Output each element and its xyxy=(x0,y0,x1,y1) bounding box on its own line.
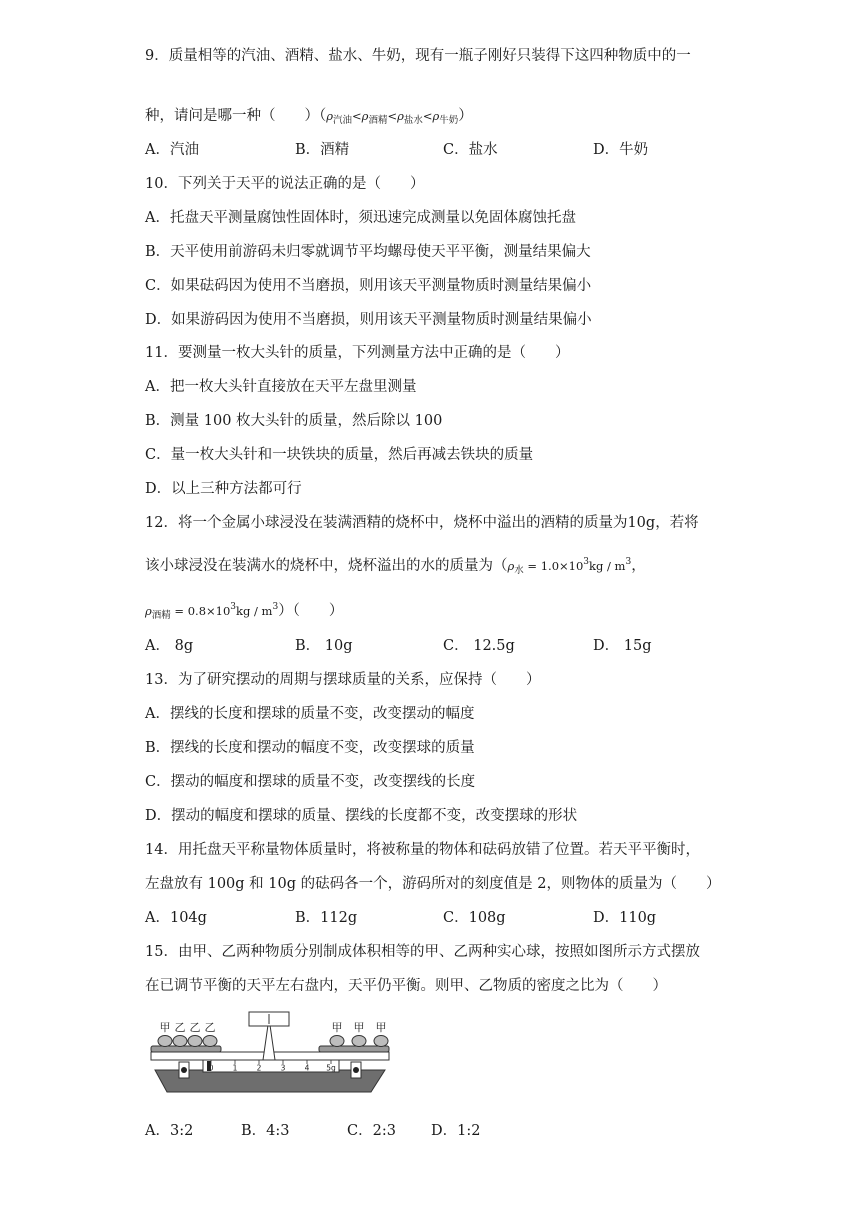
q9-stem-line2 xyxy=(145,106,473,131)
rho-symbol: ρ xyxy=(145,604,152,618)
q13-option-d: D．摆动的幅度和摆球的质量、摆线的长度都不变，改变摆球的形状 xyxy=(145,808,578,824)
option-value: 10g xyxy=(324,638,353,654)
q15-option-a: A．3:2 xyxy=(145,1123,194,1139)
q9-close-paren: ） xyxy=(458,108,473,124)
q13-option-a: A．摆线的长度和摆球的质量不变，改变摆动的幅度 xyxy=(145,706,475,722)
q14-stem-line2: 左盘放有 100g 和 10g 的砝码各一个，游码所对的刻度值是 2，则物体的质量为（ ） xyxy=(145,876,721,892)
exponent: 3 xyxy=(583,557,590,567)
left-ball-label: 乙 xyxy=(204,1021,216,1034)
q11-option-c: C．量一枚大头针和一块铁块的质量，然后再减去铁块的质量 xyxy=(145,447,534,463)
left-ball-label: 甲 xyxy=(159,1021,171,1034)
exponent: 3 xyxy=(230,602,237,612)
q9-option-c: C．盐水 xyxy=(443,142,498,158)
q14-option-b: B．112g xyxy=(295,910,358,926)
q11-option-d: D．以上三种方法都可行 xyxy=(145,481,302,497)
rho-symbol: ρ xyxy=(507,559,515,573)
q9-option-b: B．酒精 xyxy=(295,142,350,158)
scale-tick-label: 1 xyxy=(232,1063,238,1073)
q12-stem-line2 xyxy=(145,552,646,581)
rho-sub-gasoline: 汽油 xyxy=(333,115,353,126)
q12-water-density xyxy=(507,557,632,576)
q10-option-d: D．如果游码因为使用不当磨损，则用该天平测量物质时测量结果偏小 xyxy=(145,312,592,328)
q12-answer-paren: ）（ ） xyxy=(278,603,344,619)
q10-option-c: C．如果砝码因为使用不当磨损，则用该天平测量物质时测量结果偏小 xyxy=(145,278,592,294)
alcohol-density-value: = 0.8×10 xyxy=(170,604,231,618)
q12-line1-suffix: ，若将 xyxy=(655,515,699,531)
q10-stem: 10．下列关于天平的说法正确的是（ ） xyxy=(145,176,425,192)
q10-option-b: B．天平使用前游码未归零就调节平均螺母使天平平衡，测量结果偏大 xyxy=(145,244,591,260)
right-ball-label: 甲 xyxy=(353,1021,365,1034)
left-ball-label: 乙 xyxy=(189,1021,201,1034)
q12-option-b xyxy=(295,636,353,656)
water-density-value: = 1.0×10 xyxy=(523,559,584,573)
option-letter: B． xyxy=(295,638,321,654)
right-ball-label: 甲 xyxy=(331,1021,343,1034)
left-ball xyxy=(158,1036,172,1047)
scale-tick-label: 5g xyxy=(326,1063,336,1073)
q12-option-d xyxy=(593,636,651,656)
rho-symbol: ρ xyxy=(397,109,404,123)
left-ball xyxy=(203,1036,217,1047)
lt-sign: < xyxy=(422,109,433,123)
q14-option-d: D．110g xyxy=(593,910,657,926)
q12-mass-value: 10g xyxy=(627,515,656,531)
right-ball xyxy=(330,1036,344,1047)
rho-sub-alcohol: 酒精 xyxy=(151,610,171,621)
left-screw-knob xyxy=(181,1067,187,1073)
right-pan xyxy=(319,1046,389,1052)
scale-tick-label: 4 xyxy=(304,1063,310,1073)
q15-option-d: D．1:2 xyxy=(431,1123,481,1139)
option-letter: A． xyxy=(145,638,170,654)
q15-stem-line2: 在已调节平衡的天平左右盘内，天平仍平衡。则甲、乙物质的密度之比为（ ） xyxy=(145,978,667,994)
q12-option-a xyxy=(145,636,193,656)
option-letter: D． xyxy=(593,638,620,654)
q12-stem-line1 xyxy=(145,513,699,533)
q9-option-a: A．汽油 xyxy=(145,142,199,158)
rho-sub-alcohol: 酒精 xyxy=(368,115,388,126)
q9-stem-prefix: 种，请问是哪一种（ ）（ xyxy=(145,108,327,124)
q15-option-c: C．2:3 xyxy=(347,1123,396,1139)
rho-sub-water: 水 xyxy=(514,565,524,576)
density-unit: kg / m xyxy=(589,559,626,573)
unit-exponent: 3 xyxy=(625,557,632,567)
rho-symbol: ρ xyxy=(432,109,440,123)
q12-line2-text: 该小球浸没在装满水的烧杯中，烧杯溢出的水的质量为（ xyxy=(145,558,508,574)
left-ball xyxy=(173,1036,187,1047)
right-ball xyxy=(374,1036,388,1047)
q14-stem-line1: 14．用托盘天平称量物体质量时，将被称量的物体和砝码放错了位置。若天平平衡时， xyxy=(145,842,700,858)
rider-scale xyxy=(203,1060,339,1072)
q13-option-c: C．摆动的幅度和摆球的质量不变，改变摆线的长度 xyxy=(145,774,476,790)
q15-option-b: B．4:3 xyxy=(241,1123,290,1139)
rho-sub-brine: 盐水 xyxy=(403,115,423,126)
option-value: 15g xyxy=(623,638,652,654)
scale-tick-label: 2 xyxy=(256,1063,262,1073)
right-screw-knob xyxy=(353,1067,359,1073)
q11-stem: 11．要测量一枚大头针的质量，下列测量方法中正确的是（ ） xyxy=(145,345,570,361)
q12-line1-text: 12．将一个金属小球浸没在装满酒精的烧杯中，烧杯中溢出的酒精的质量为 xyxy=(145,515,628,531)
q10-option-a: A．托盘天平测量腐蚀性固体时，须迅速完成测量以免固体腐蚀托盘 xyxy=(145,210,576,226)
q9-density-order xyxy=(326,109,459,126)
q14-option-a: A．104g xyxy=(145,910,207,926)
rho-sub-milk: 牛奶 xyxy=(439,115,459,126)
comma: ， xyxy=(631,558,646,574)
q11-option-b: B．测量 100 枚大头针的质量，然后除以 100 xyxy=(145,413,443,429)
right-ball-label: 甲 xyxy=(375,1021,387,1034)
q14-option-c: C．108g xyxy=(443,910,506,926)
q15-stem-line1: 15．由甲、乙两种物质分别制成体积相等的甲、乙两种实心球，按照如图所示方式摆放 xyxy=(145,944,700,960)
density-unit: kg / m xyxy=(236,604,273,618)
option-value: 12.5g xyxy=(473,638,515,654)
q12-option-c xyxy=(443,636,515,656)
q13-stem: 13．为了研究摆动的周期与摆球质量的关系，应保持（ ） xyxy=(145,672,541,688)
scale-tick-label: 3 xyxy=(280,1063,286,1073)
q12-stem-line3 xyxy=(145,597,343,626)
unit-exponent: 3 xyxy=(272,602,279,612)
option-value: 8g xyxy=(174,638,194,654)
left-ball xyxy=(188,1036,202,1047)
lt-sign: < xyxy=(352,109,362,123)
option-letter: C． xyxy=(443,638,469,654)
q9-stem-line1: 9．质量相等的汽油、酒精、盐水、牛奶，现有一瓶子刚好只装得下这四种物质中的一 xyxy=(145,48,691,64)
balance-figure xyxy=(145,1010,395,1102)
lt-sign: < xyxy=(387,109,398,123)
right-ball xyxy=(352,1036,366,1047)
q13-option-b: B．摆线的长度和摆动的幅度不变，改变摆球的质量 xyxy=(145,740,475,756)
rho-symbol: ρ xyxy=(361,109,369,123)
q9-option-d: D．牛奶 xyxy=(593,142,649,158)
left-ball-label: 乙 xyxy=(174,1021,186,1034)
q11-option-a: A．把一枚大头针直接放在天平左盘里测量 xyxy=(145,379,417,395)
q12-alcohol-density xyxy=(145,602,279,621)
rho-symbol: ρ xyxy=(326,109,334,123)
scale-tick-label: 0 xyxy=(208,1063,214,1073)
